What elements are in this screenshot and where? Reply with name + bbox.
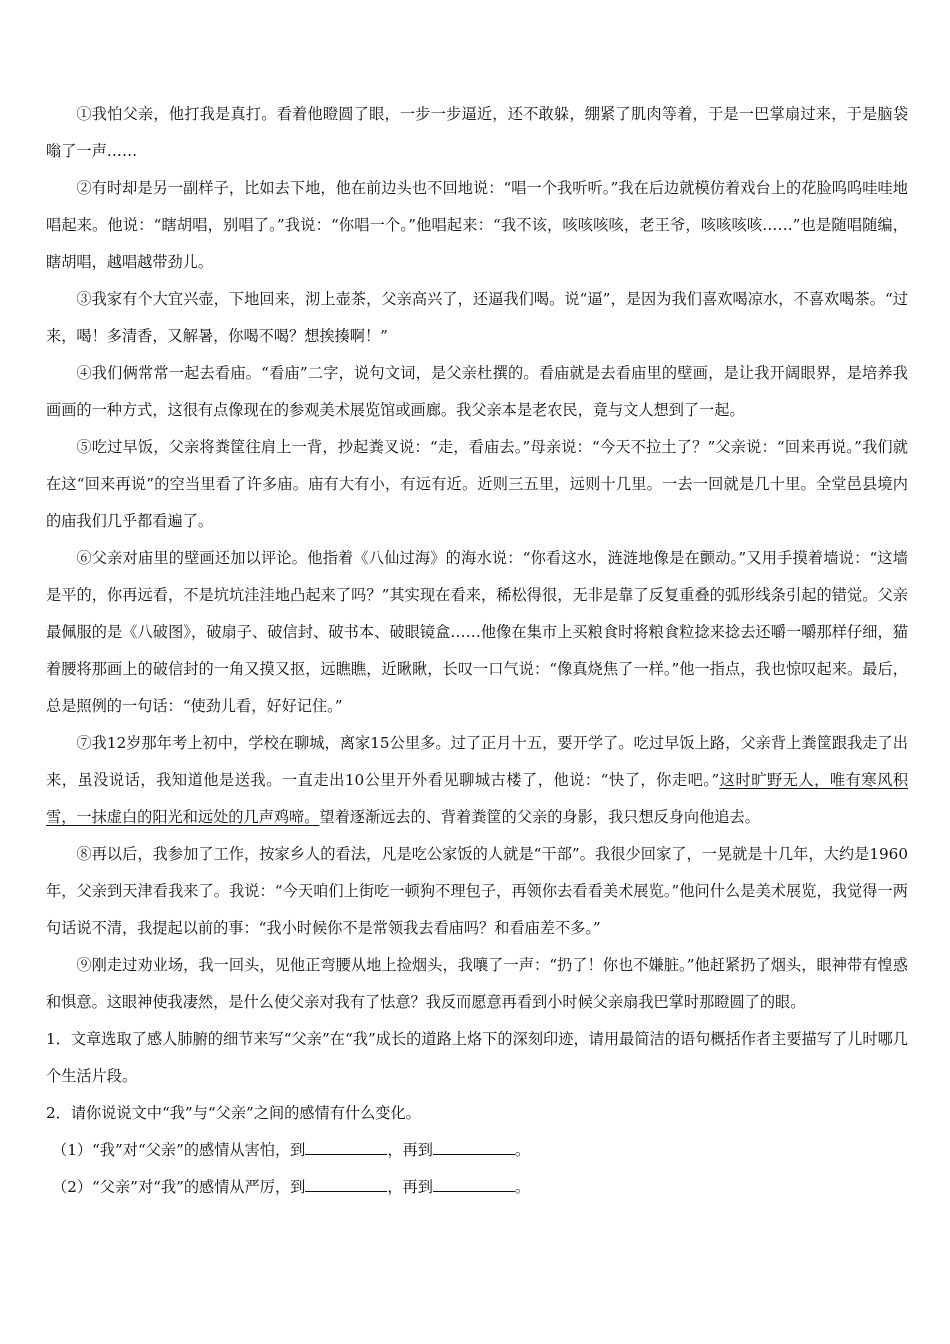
sub-1-mid: ，再到 xyxy=(387,1141,433,1159)
answer-blank[interactable] xyxy=(305,1136,387,1155)
question-2: 2．请你说说文中“我”与“父亲”之间的感情有什么变化。 xyxy=(46,1104,421,1122)
paragraph-3: ③我家有个大宜兴壶，下地回来，沏上壶茶，父亲高兴了，还逼我们喝。说“逼”，是因为我们喜欢喝凉水，不喜欢喝茶。“过来，喝！多清香，又解暑，你喝不喝？想挨揍啊！” xyxy=(46,290,908,345)
sub-2-prefix: （2）“父亲”对“我”的感情从严厉，到 xyxy=(52,1178,306,1196)
paragraph-7-before: ⑦我12岁那年考上初中，学校在聊城，离家15公里多。过了正月十五，要开学了。吃过早饭上路，父亲背上粪筐跟我走了出来，虽没说话，我知道他是送我。一直走出10公里开外看见聊城古楼了，他说：“快了，你走吧。” xyxy=(46,734,908,789)
paragraph-7-after: 望着逐渐远去的、背着粪筐的父亲的身影，我只想反身向他追去。 xyxy=(319,808,760,826)
paragraph-1: ①我怕父亲，他打我是真打。看着他瞪圆了眼，一步一步逼近，还不敢躲，绷紧了肌肉等着，于是一巴掌扇过来，于是脑袋嗡了一声…… xyxy=(46,105,908,160)
answer-blank[interactable] xyxy=(305,1173,387,1192)
answer-blank[interactable] xyxy=(433,1173,515,1192)
paragraph-6: ⑥父亲对庙里的壁画还加以评论。他指着《八仙过海》的海水说：“你看这水，涟涟地像是在颤动。”又用手摸着墙说：“这墙是平的，你再远看，不是坑坑洼洼地凸起来了吗？”其实现在看来，稀松得很，无非是靠了反复重叠的弧形线条引起的错觉。父亲最佩服的是《八破图》，破扇子、破信封、破书本、破眼镜盒……他像在集市上买粮食时将粮食粒捻来捻去还嚼一嚼那样仔细，猫着腰将那画上的破信封的一角又摸又抠，远瞧瞧，近瞅瞅，长叹一口气说：“像真烧焦了一样。”他一指点，我也惊叹起来。最后，总是照例的一句话：“使劲儿看，好好记住。” xyxy=(46,549,908,715)
sub-2-mid: ，再到 xyxy=(387,1178,433,1196)
sub-1-prefix: （1）“我”对“父亲”的感情从害怕，到 xyxy=(52,1141,306,1159)
paragraph-4: ④我们俩常常一起去看庙。“看庙”二字，说句文词，是父亲杜撰的。看庙就是去看庙里的壁画，是让我开阔眼界，是培养我画画的一种方式，这很有点像现在的参观美术展览馆或画廊。我父亲本是老农民，竟与文人想到了一起。 xyxy=(46,364,908,419)
answer-blank[interactable] xyxy=(433,1136,515,1155)
paragraph-7 xyxy=(46,725,908,836)
document-page xyxy=(46,96,908,1206)
paragraph-2: ②有时却是另一副样子，比如去下地，他在前边头也不回地说：“唱一个我听听。”我在后边就模仿着戏台上的花脸呜呜哇哇地唱起来。他说：“瞎胡唱，别唱了。”我说：“你唱一个。”他唱起来：“我不该，咳咳咳咳，老王爷，咳咳咳咳……”也是随唱随编，瞎胡唱，越唱越带劲儿。 xyxy=(46,179,908,271)
question-2-sub-2 xyxy=(46,1169,908,1206)
paragraph-9: ⑨刚走过劝业场，我一回头，见他正弯腰从地上捡烟头，我嚷了一声：“扔了！你也不嫌脏。”他赶紧扔了烟头，眼神带有惶惑和惧意。这眼神使我凄然，是什么使父亲对我有了怯意？我反而愿意再看到小时候父亲扇我巴掌时那瞪圆了的眼。 xyxy=(46,956,908,1011)
paragraph-5: ⑤吃过早饭，父亲将粪筐往肩上一背，抄起粪叉说：“走，看庙去。”母亲说：“今天不拉土了？”父亲说：“回来再说。”我们就在这“回来再说”的空当里看了许多庙。庙有大有小，有远有近。近则三五里，远则十几里。一去一回就是几十里。全堂邑县境内的庙我们几乎都看遍了。 xyxy=(46,438,908,530)
underlined-sentence: 这时旷野无人，唯有寒风积雪，一抹虚白的阳光和远处的几声鸡啼。 xyxy=(46,771,909,826)
sub-2-end: 。 xyxy=(514,1178,531,1196)
question-1: 1．文章选取了感人肺腑的细节来写“父亲”在“我”成长的道路上烙下的深刻印迹，请用最简洁的语句概括作者主要描写了儿时哪几个生活片段。 xyxy=(46,1030,908,1085)
paragraph-8: ⑧再以后，我参加了工作，按家乡人的看法，凡是吃公家饭的人就是“干部”。我很少回家了，一晃就是十几年，大约是1960年，父亲到天津看我来了。我说：“今天咱们上街吃一顿狗不理包子，再领你去看看美术展览。”他问什么是美术展览，我觉得一两句话说不清，我提起以前的事：“我小时候你不是常领我去看庙吗？和看庙差不多。” xyxy=(46,845,908,937)
sub-1-end: 。 xyxy=(514,1141,531,1159)
question-2-sub-1 xyxy=(46,1132,908,1169)
